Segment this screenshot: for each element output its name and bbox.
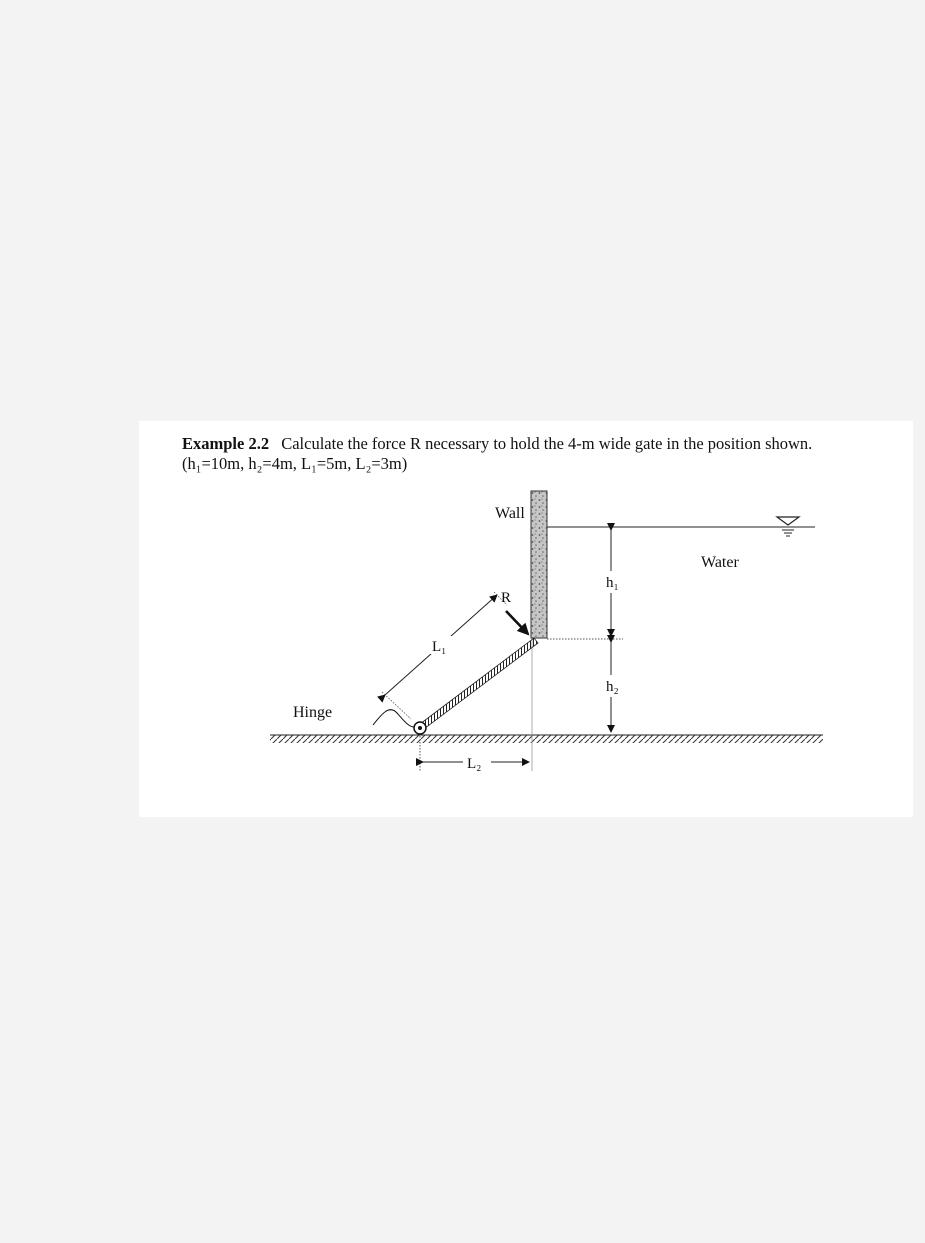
h2-label: h₂ [606,679,619,695]
hinge-leader-line [373,710,414,727]
hinge-label: Hinge [293,704,333,721]
problem-card [139,421,913,817]
problem-givens: (h₁=10m, h₂=4m, L₁=5m, L₂=3m) [182,454,408,473]
hinge [414,722,426,734]
wall [531,491,547,638]
l1-label: L₁ [432,639,447,655]
problem-statement: Calculate the force R necessary to hold the 4-m wide gate in the position shown. [281,434,813,453]
ground-hatch [270,735,823,743]
l2-label: L₂ [467,756,482,772]
force-r-label: R [501,590,512,606]
wall-label: Wall [495,505,525,522]
l1-extension-bottom [382,692,411,719]
water-label: Water [701,554,739,571]
example-label: Example 2.2 [182,434,270,453]
gate-diagram [139,421,913,817]
force-r-arrow [506,611,528,634]
h1-label: h₁ [606,575,619,591]
